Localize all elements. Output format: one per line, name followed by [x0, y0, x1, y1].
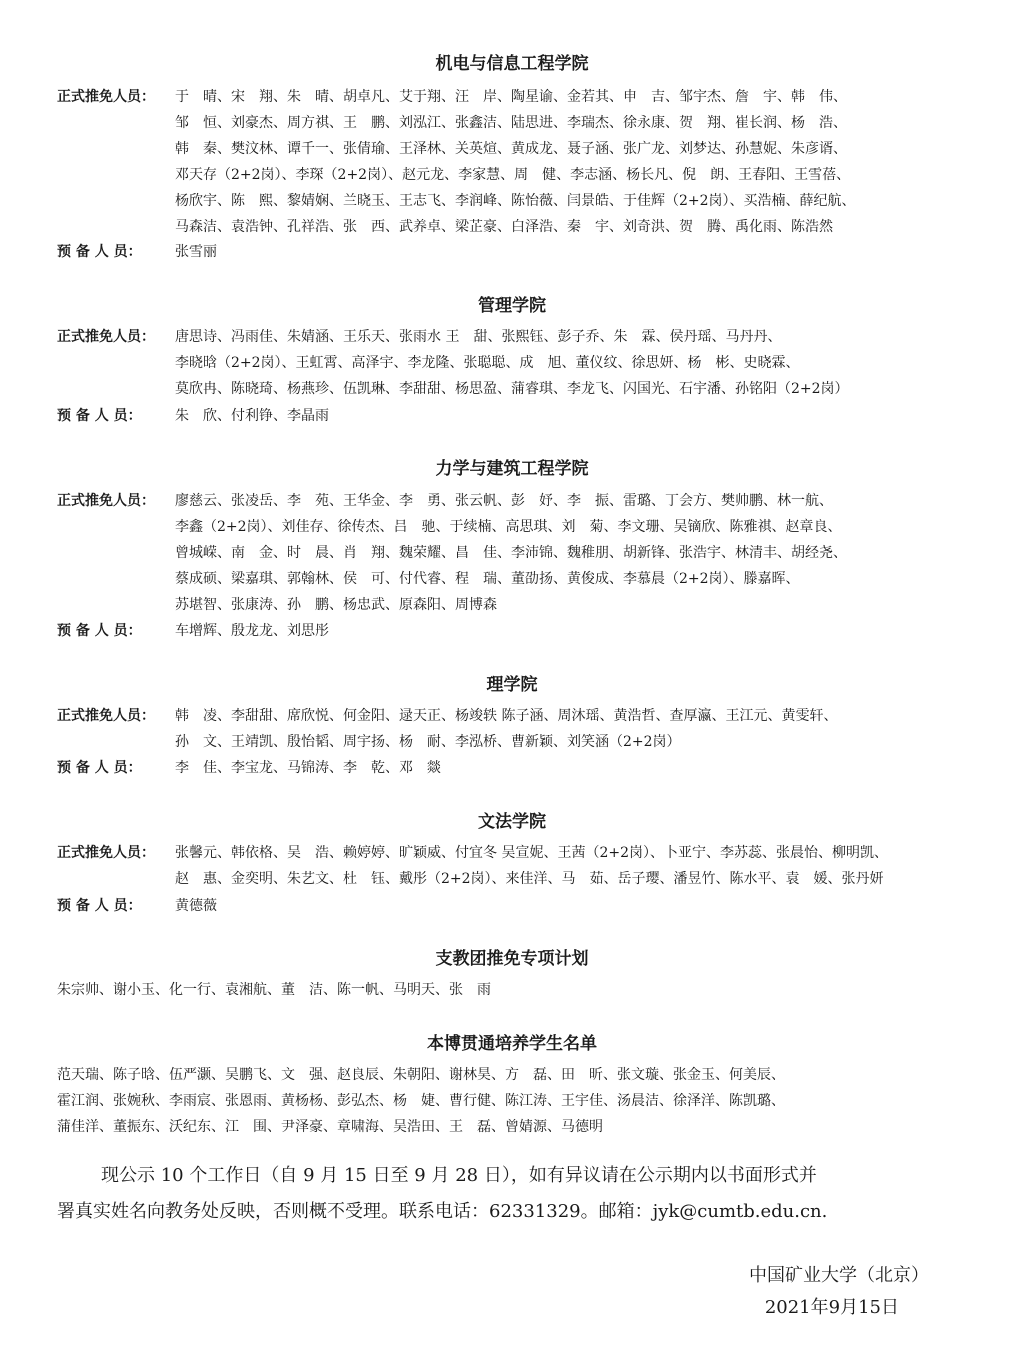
formal-label: 正式推免人员：	[57, 493, 155, 509]
special-plan-names	[57, 977, 967, 1003]
section-title: 文法学院	[478, 812, 546, 832]
name-line: 蒲佳洋、董振东、沃纪东、江 围、尹泽豪、章啸海、吴浩田、王 磊、曾婧源、马德明	[57, 1119, 603, 1135]
name-line: 廖慈云、张凌岳、李 苑、王华金、李 勇、张云帆、彭 妤、李 振、雷璐、丁会方、樊帅鹏、林一航、	[175, 493, 833, 509]
name-line: 赵 惠、金奕明、朱艺文、杜 钰、戴彤（2+2岗）、来佳洋、马 茹、岳子璎、潘昱竹、陈水平、袁 媛、张丹妍	[175, 871, 884, 887]
section-title: 机电与信息工程学院	[435, 54, 589, 74]
name-line: 朱 欣、付利铮、李晶雨	[175, 408, 329, 424]
formal-names	[175, 84, 965, 240]
name-line: 韩 秦、樊汶林、谭千一、张倩瑜、王泽林、关英煊、黄成龙、聂子涵、张广龙、刘梦达、孙慧妮、朱彦谞、	[175, 141, 847, 157]
reserve-label: 预 备 人 员：	[57, 244, 142, 260]
notice-paragraph	[57, 1158, 977, 1230]
name-line: 苏堪智、张康涛、孙 鹏、杨忠武、原森阳、周博森	[175, 597, 497, 613]
name-line: 张馨元、韩依格、吴 浩、赖婷婷、旷颖威、付宜冬 吴宣妮、王茜（2+2岗）、卜亚宁、李苏蕊、张晨怡、柳明凯、	[175, 845, 888, 861]
name-line: 邹 恒、刘豪杰、周方祺、王 鹏、刘泓江、张鑫洁、陆思进、李瑞杰、徐永康、贺 翔、崔长润、杨 浩、	[175, 115, 847, 131]
formal-names	[175, 840, 965, 892]
notice-line: 署真实姓名向教务处反映，否则概不受理。联系电话：62331329。邮箱：jyk@cumtb.edu.cn.	[57, 1201, 828, 1222]
reserve-label: 预 备 人 员：	[57, 623, 142, 639]
name-line: 车增辉、殷龙龙、刘思彤	[175, 623, 329, 639]
formal-label: 正式推免人员：	[57, 708, 155, 724]
reserve-label: 预 备 人 员：	[57, 760, 142, 776]
reserve-label: 预 备 人 员：	[57, 408, 142, 424]
formal-names	[175, 324, 965, 402]
signature-block	[749, 1260, 929, 1324]
signature-date: 2021年9月15日	[764, 1297, 899, 1318]
formal-names	[175, 488, 965, 618]
formal-label: 正式推免人员：	[57, 329, 155, 345]
name-line: 李 佳、李宝龙、马锦涛、李 乾、邓 燚	[175, 760, 441, 776]
name-line: 莫欣冉、陈晓琦、杨燕珍、伍凯琳、李甜甜、杨思盈、蒲睿琪、李龙飞、闪国光、石宇潘、孙铭阳（2+2岗）	[175, 381, 849, 397]
reserve-label: 预 备 人 员：	[57, 898, 142, 914]
name-line: 蔡成硕、梁嘉琪、郭翰林、侯 可、付代睿、程 瑞、董劭扬、黄俊成、李慕晨（2+2岗）、滕嘉晖、	[175, 571, 800, 587]
joint-program-names	[57, 1062, 967, 1140]
name-line: 范天瑞、陈子晗、伍严灏、吴鹏飞、文 强、赵良辰、朱朝阳、谢林昊、方 磊、田 昕、张文璇、张金玉、何美辰、	[57, 1067, 785, 1083]
section-title: 支教团推免专项计划	[435, 949, 589, 969]
name-line: 李鑫（2+2岗）、刘佳存、徐传杰、吕 驰、于续楠、高思琪、刘 菊、李文珊、吴镝欣、陈雅祺、赵章良、	[175, 519, 842, 535]
reserve-names	[175, 239, 965, 265]
section-title: 理学院	[486, 675, 538, 695]
formal-names	[175, 703, 965, 755]
signature-org: 中国矿业大学（北京）	[749, 1265, 929, 1286]
name-line: 韩 凌、李甜甜、席欣悦、何金阳、逯天正、杨竣轶 陈子涵、周沐瑶、黄浩哲、查厚瀛、王江元、黄雯轩、	[175, 708, 838, 724]
name-line: 唐思诗、冯雨佳、朱婧涵、王乐天、张雨水 王 甜、张熙钰、彭子乔、朱 霖、侯丹瑶、马丹丹、	[175, 329, 782, 345]
name-line: 霍江润、张婉秋、李雨宸、张恩雨、黄杨杨、彭弘杰、杨 婕、曹行健、陈江涛、王宇佳、汤晨洁、徐泽洋、陈凯璐、	[57, 1093, 785, 1109]
name-line: 杨欣宇、陈 熙、黎婧娴、兰晓玉、王志飞、李润峰、陈怡薇、闫景皓、于佳辉（2+2岗）、买浩楠、薛纪航、	[175, 193, 856, 209]
name-line: 邓天存（2+2岗）、李琛（2+2岗）、赵元龙、李家慧、周 健、李志涵、杨长凡、倪 朗、王春阳、王雪蓓、	[175, 167, 851, 183]
section-title: 本博贯通培养学生名单	[427, 1034, 597, 1054]
name-line: 朱宗帅、谢小玉、化一行、袁湘航、董 洁、陈一帆、马明天、张 雨	[57, 982, 491, 998]
name-line: 张雪丽	[175, 244, 217, 260]
section-title: 管理学院	[478, 296, 546, 316]
reserve-names	[175, 403, 965, 429]
reserve-names	[175, 618, 965, 644]
name-line: 曾城嵘、南 金、时 晨、肖 翔、魏荣耀、昌 佳、李沛锦、魏稚朋、胡新锋、张浩宇、林清丰、胡经尧、	[175, 545, 847, 561]
formal-label: 正式推免人员：	[57, 845, 155, 861]
reserve-names	[175, 755, 965, 781]
name-line: 孙 文、王靖凯、殷怡韬、周宇扬、杨 耐、李泓桥、曹新颖、刘笑涵（2+2岗）	[175, 734, 681, 750]
notice-line: 现公示 10 个工作日（自 9 月 15 日至 9 月 28 日），如有异议请在公示期内以书面形式并	[101, 1165, 817, 1186]
section-title: 力学与建筑工程学院	[435, 459, 589, 479]
formal-label: 正式推免人员：	[57, 89, 155, 105]
name-line: 李晓晗（2+2岗）、王虹霄、高泽宇、李龙隆、张聪聪、成 旭、董仪纹、徐思妍、杨 彬、史晓霖、	[175, 355, 800, 371]
reserve-names	[175, 893, 965, 919]
name-line: 于 晴、宋 翔、朱 晴、胡卓凡、艾于翔、汪 岸、陶星谕、金若其、申 吉、邹宇杰、詹 宇、韩 伟、	[175, 89, 847, 105]
name-line: 黄德薇	[175, 898, 217, 914]
name-line: 马森洁、袁浩钟、孔祥浩、张 西、武养卓、梁芷豪、白泽浩、秦 宇、刘奇洪、贺 腾、禹化雨、陈浩然	[175, 219, 833, 235]
